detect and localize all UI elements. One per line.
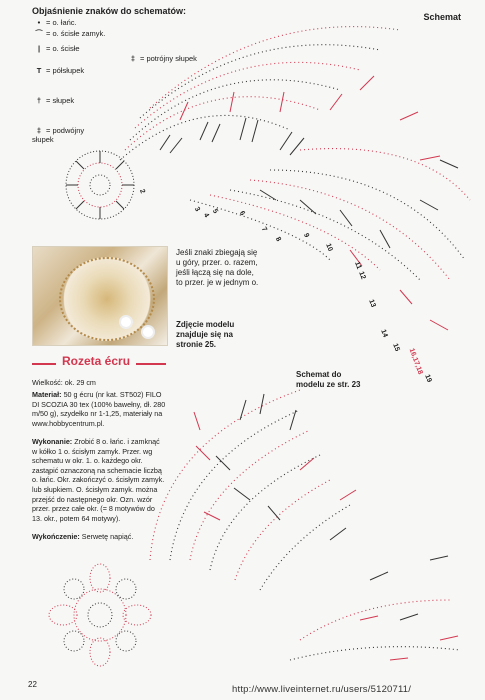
flower-decoration <box>143 327 153 337</box>
material-info: Materiał: 50 g écru (nr kat. ST502) FILO DI SCOZIA 30 tex (100% bawełny, dł. 280 m/50 g), szydełko nr 1-1,25, materiały na www.hobbycentrum.pl. <box>32 390 166 428</box>
round-number: 5 <box>210 208 219 215</box>
legend-item-sc: | = o. ścisłe <box>37 44 80 53</box>
schemat-label: Schemat <box>423 12 461 22</box>
round-number: 13 <box>367 298 377 309</box>
legend-item-dtr: ‡ = potrójny słupek <box>130 54 197 63</box>
pattern-title: Rozeta écru <box>56 354 136 368</box>
bottom-stitches <box>194 394 458 660</box>
legend-item-tr: ‡ = podwójny słupek <box>32 126 85 144</box>
page-number: 22 <box>28 680 37 689</box>
top-motif <box>66 151 134 219</box>
stitch-note: Jeśli znaki zbiegają się u góry, przer. o. razem, jeśli łączą się na dole, to przer. je w jednym o. <box>176 248 259 287</box>
round-number: 7 <box>259 226 268 233</box>
round-number: 10 <box>324 242 334 253</box>
round-number: 15 <box>391 342 401 353</box>
model-photo <box>32 246 168 346</box>
round-number: 8 <box>273 236 282 243</box>
bottom-flower <box>49 564 151 666</box>
legend-item-hdc: T = półsłupek <box>36 66 85 75</box>
round-number: 12 <box>357 270 367 281</box>
legend-title: Objaśnienie znaków do schematów: <box>32 6 187 16</box>
photo-reference: Zdjęcie modelu znajduje się na stronie 25. <box>176 320 235 349</box>
round-number: 3 <box>192 206 201 213</box>
legend-item-dc: † = słupek <box>36 96 75 105</box>
round-number: 16,17,18 <box>407 347 424 376</box>
source-url[interactable]: http://www.liveinternet.ru/users/5120711/ <box>232 684 412 695</box>
round-number: 14 <box>379 328 389 339</box>
flower-decoration <box>121 317 131 327</box>
round-number: 9 <box>301 232 310 239</box>
pattern-title-bar <box>32 356 166 372</box>
doily-image <box>59 257 155 341</box>
work-info: Wykonanie: Zrobić 8 o. łańc. i zamknąć w kółko 1 o. ścisłym zamyk. Przer. wg schematu w okr. 1. o. każdego okr. zastąpić oznaczoną na schemacie liczbą o. łańc. Okr. zakończyć o. ścisłym zamyk. lub słupkiem. O. ścisłym zamyk. można przejść do następnego okr. Ozn. wzór przer. przez całe okr. (= 8 motywów do 13. okr., potem 64 motywy). <box>32 437 165 523</box>
finish-info: Wykończenie: Serwetę napiąć. <box>32 532 134 541</box>
schemat-reference: Schemat do modelu ze str. 23 <box>296 370 361 389</box>
round-number: 19 <box>423 373 433 384</box>
top-stitches <box>160 76 458 330</box>
size-info: Wielkość: ok. 29 cm <box>32 378 96 387</box>
bottom-fan <box>150 390 460 660</box>
top-fan <box>120 27 470 280</box>
round-number: 11 <box>353 260 363 271</box>
legend-item-chain: • = o. łańc. <box>37 18 77 27</box>
round-number: 6 <box>237 210 246 217</box>
round-number: 2 <box>137 188 146 195</box>
legend-item-slip: ⌒ = o. ścisłe zamyk. <box>35 29 106 38</box>
round-number: 4 <box>201 212 210 219</box>
